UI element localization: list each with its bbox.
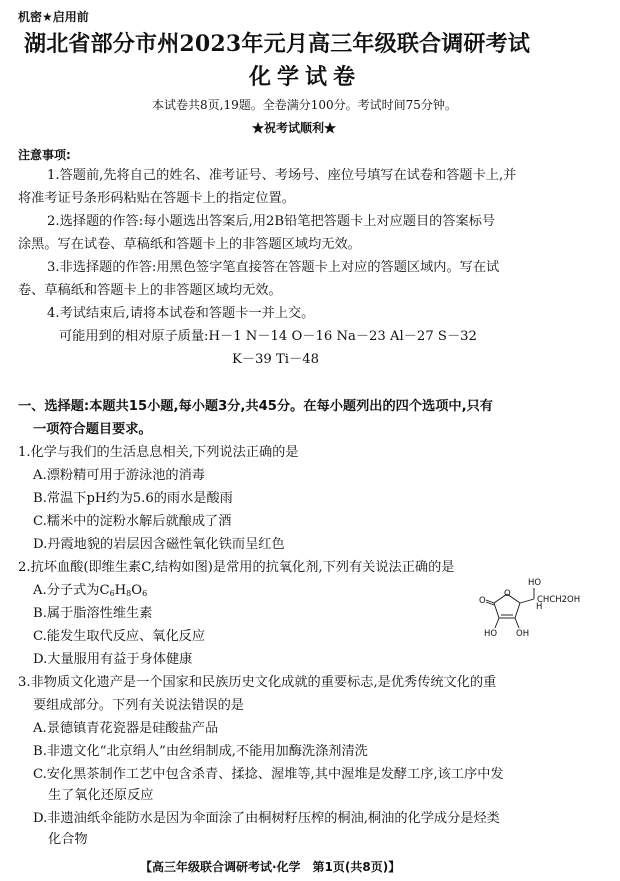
notes-heading: 注意事项:	[18, 148, 71, 162]
note-2-cont: 涂黑。写在试卷、草稿纸和答题卡上的非答题区域均无效。	[18, 237, 361, 252]
question-2-option-a: A.分子式为$C_6H_8O_6$	[33, 583, 148, 598]
mol-label-h: H	[536, 602, 543, 612]
note-3-cont: 卷、草稿纸和答题卡上的非答题区域均无效。	[18, 283, 282, 298]
question-1-stem: 1.化学与我们的生活息息相关,下列说法正确的是	[18, 445, 299, 460]
exam-title: 湖北省部分市州2023年元月高三年级联合调研考试	[24, 31, 531, 57]
question-1-option-c: C.糯米中的淀粉水解后就酿成了酒	[33, 514, 232, 529]
section-1-heading: 一、选择题:本题共15小题,每小题3分,共45分。在每小题列出的四个选项中,只有	[18, 399, 493, 414]
question-3-option-c-cont: 生了氧化还原反应	[48, 788, 154, 803]
question-3-stem: 3.非物质文化遗产是一个国家和民族历史文化成就的重要标志,是优秀传统文化的重	[18, 675, 497, 690]
mol-label-carbonyl-o: O	[479, 596, 486, 606]
question-2-option-b: B.属于脂溶性维生素	[33, 606, 153, 621]
mol-label-ho-top: HO	[528, 578, 542, 588]
good-luck-banner: ★祝考试顺利★	[252, 121, 337, 135]
question-3-stem-cont: 要组成部分。下列有关说法错误的是	[33, 698, 244, 713]
note-4: 4.考试结束后,请将本试卷和答题卡一并上交。	[47, 306, 315, 321]
question-3-option-b: B.非遗文化“北京绢人”由丝绢制成,不能用加酶洗涤剂清洗	[33, 744, 368, 759]
question-2-stem: 2.抗坏血酸(即维生素C,结构如图)是常用的抗氧化剂,下列有关说法正确的是	[18, 560, 455, 575]
mol-label-ring-o: O	[504, 589, 511, 599]
question-2-option-d: D.大量服用有益于身体健康	[33, 652, 193, 667]
exam-info: 本试卷共8页,19题。全卷满分100分。考试时间75分钟。	[152, 98, 457, 112]
note-1-cont: 将准考证号条形码粘贴在答题卡上的指定位置。	[18, 191, 295, 206]
question-3-option-d-cont: 化合物	[48, 832, 88, 847]
atomic-masses: 可能用到的相对原子质量:H－1 N－14 O－16 Na－23 Al－27 S－32	[59, 329, 477, 344]
note-1: 1.答题前,先将自己的姓名、准考证号、考场号、座位号填写在试卷和答题卡上,并	[47, 168, 517, 183]
question-2-option-c: C.能发生取代反应、氧化反应	[33, 629, 206, 644]
question-3-option-c: C.安化黑茶制作工艺中包含杀青、揉捻、渥堆等,其中渥堆是发酵工序,该工序中发	[33, 767, 504, 782]
mol-label-ho-left: HO	[484, 629, 498, 638]
question-1-option-b: B.常温下pH约为5.6的雨水是酸雨	[33, 491, 233, 506]
secret-label: 机密★启用前	[18, 10, 89, 24]
mol-label-ch2oh: CHCH2OH	[537, 595, 581, 605]
page-footer: 【高三年级联合调研考试·化学 第1页(共8页)】	[140, 860, 401, 874]
question-1-option-a: A.漂粉精可用于游泳池的消毒	[33, 468, 205, 483]
question-3-option-a: A.景德镇青花瓷器是硅酸盐产品	[33, 721, 219, 736]
atomic-masses-cont: K－39 Ti－48	[232, 352, 319, 367]
question-1-option-d: D.丹霞地貌的岩层因含磁性氧化铁而呈红色	[33, 537, 285, 552]
mol-label-oh-right: OH	[516, 629, 530, 638]
note-2: 2.选择题的作答:每小题选出答案后,用2B铅笔把答题卡上对应题目的答案标号	[47, 214, 496, 229]
subject-title: 化学试卷	[249, 64, 362, 90]
section-1-heading-cont: 一项符合题目要求。	[33, 422, 152, 437]
question-3-option-d: D.非遗油纸伞能防水是因为伞面涂了由桐树籽压榨的桐油,桐油的化学成分是烃类	[33, 811, 500, 826]
vitamin-c-structure-figure	[478, 576, 604, 638]
note-3: 3.非选择题的作答:用黑色签字笔直接答在答题卡上对应的答题区域内。写在试	[47, 260, 500, 275]
